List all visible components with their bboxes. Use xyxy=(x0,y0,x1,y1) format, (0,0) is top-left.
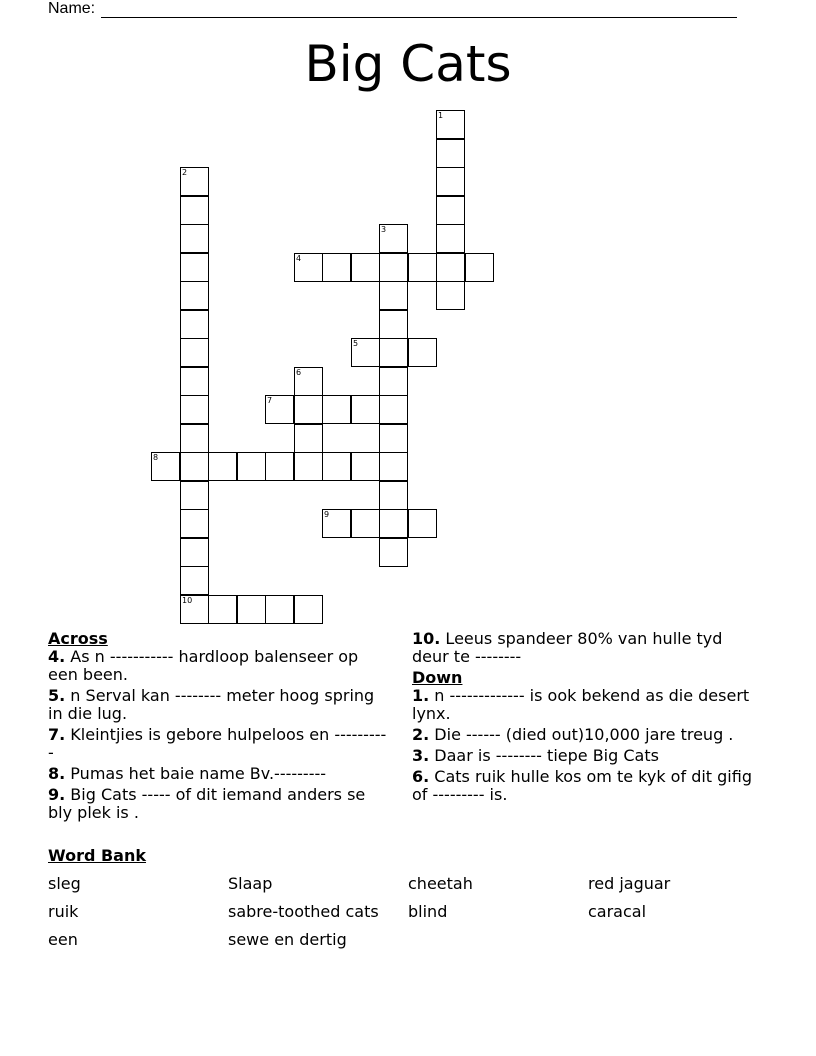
grid-cell[interactable] xyxy=(294,367,323,396)
grid-cell[interactable] xyxy=(436,167,465,196)
word-bank-item: red jaguar xyxy=(588,874,671,893)
grid-cell[interactable] xyxy=(322,509,351,538)
clue-text: As n ----------- hardloop balenseer op een been. xyxy=(48,647,359,684)
grid-cell[interactable] xyxy=(294,395,323,424)
clue-text: n ------------- is ook bekend as die desert lynx. xyxy=(412,686,750,723)
grid-cell[interactable] xyxy=(379,367,408,396)
grid-cell[interactable] xyxy=(151,452,180,481)
grid-cell[interactable] xyxy=(408,509,437,538)
word-bank-item: sewe en dertig xyxy=(228,930,347,949)
clue xyxy=(412,726,752,744)
clue-number: 4 xyxy=(296,254,302,263)
clue-num: 5. xyxy=(48,686,66,705)
clue-text: Kleintjies is gebore hulpeloos en ---------- xyxy=(48,725,387,762)
grid-cell[interactable] xyxy=(436,110,465,139)
grid-cell[interactable] xyxy=(465,253,494,282)
word-bank-item: ruik xyxy=(48,902,79,921)
clue xyxy=(412,630,752,666)
name-label: Name: xyxy=(48,0,96,17)
word-bank-item: blind xyxy=(408,902,448,921)
clue-num: 1. xyxy=(412,686,430,705)
grid-cell[interactable] xyxy=(379,310,408,339)
grid-cell[interactable] xyxy=(379,224,408,253)
word-bank-item: sleg xyxy=(48,874,81,893)
grid-cell[interactable] xyxy=(379,452,408,481)
clue-text: Cats ruik hulle kos om te kyk of dit gifig of --------- is. xyxy=(412,767,752,804)
grid-cell[interactable] xyxy=(180,367,209,396)
across-heading: Across xyxy=(48,629,108,648)
grid-cell[interactable] xyxy=(322,253,351,282)
down-heading: Down xyxy=(412,668,463,687)
word-bank-heading: Word Bank xyxy=(48,846,147,865)
grid-cell[interactable] xyxy=(294,253,323,282)
clue xyxy=(412,768,752,804)
grid-cell[interactable] xyxy=(180,395,209,424)
clue-text: n Serval kan -------- meter hoog spring in die lug. xyxy=(48,686,375,723)
across-clue-list-continued xyxy=(412,630,752,666)
grid-cell[interactable] xyxy=(265,452,294,481)
clue-number: 10 xyxy=(182,596,193,605)
grid-cell[interactable] xyxy=(379,395,408,424)
grid-cell[interactable] xyxy=(436,281,465,310)
down-clues xyxy=(412,630,752,807)
clue-text: Big Cats ----- of dit iemand anders se bly plek is . xyxy=(48,785,366,822)
grid-cell[interactable] xyxy=(180,452,209,481)
clue xyxy=(412,687,752,723)
grid-cell[interactable] xyxy=(351,253,380,282)
grid-cell[interactable] xyxy=(436,139,465,168)
grid-cell[interactable] xyxy=(351,395,380,424)
clue-num: 6. xyxy=(412,767,430,786)
clue-text: Die ------ (died out)10,000 jare treug . xyxy=(429,725,734,744)
grid-cell[interactable] xyxy=(436,196,465,225)
word-bank-item: Slaap xyxy=(228,874,273,893)
grid-cell[interactable] xyxy=(322,395,351,424)
clue-num: 4. xyxy=(48,647,66,666)
clue xyxy=(48,786,388,822)
grid-cell[interactable] xyxy=(436,253,465,282)
clue xyxy=(48,726,388,762)
grid-cell[interactable] xyxy=(294,424,323,453)
grid-cell[interactable] xyxy=(351,509,380,538)
clue-num: 2. xyxy=(412,725,430,744)
grid-cell[interactable] xyxy=(408,338,437,367)
grid-cell[interactable] xyxy=(379,509,408,538)
word-bank-item: een xyxy=(48,930,78,949)
grid-cell[interactable] xyxy=(180,281,209,310)
clue-text: Pumas het baie name Bv.--------- xyxy=(65,764,327,783)
grid-cell[interactable] xyxy=(208,595,237,624)
grid-cell[interactable] xyxy=(294,452,323,481)
grid-cell[interactable] xyxy=(379,281,408,310)
clue-num: 9. xyxy=(48,785,66,804)
grid-cell[interactable] xyxy=(237,595,266,624)
grid-cell[interactable] xyxy=(436,224,465,253)
across-clues xyxy=(48,630,388,825)
clue-num: 8. xyxy=(48,764,66,783)
grid-cell[interactable] xyxy=(379,481,408,510)
clue-number: 9 xyxy=(324,510,330,519)
grid-cell[interactable] xyxy=(351,338,380,367)
clue-num: 10. xyxy=(412,629,441,648)
grid-cell[interactable] xyxy=(322,452,351,481)
clue-number: 1 xyxy=(438,111,444,120)
clue-number: 2 xyxy=(182,168,188,177)
grid-cell[interactable] xyxy=(180,338,209,367)
clue-text: Daar is -------- tiepe Big Cats xyxy=(429,746,659,765)
grid-cell[interactable] xyxy=(208,452,237,481)
clue-num: 7. xyxy=(48,725,66,744)
grid-cell[interactable] xyxy=(180,424,209,453)
grid-cell[interactable] xyxy=(180,310,209,339)
clue xyxy=(48,687,388,723)
grid-cell[interactable] xyxy=(180,538,209,567)
clue-number: 6 xyxy=(296,368,302,377)
grid-cell[interactable] xyxy=(379,253,408,282)
grid-cell[interactable] xyxy=(180,196,209,225)
grid-cell[interactable] xyxy=(379,338,408,367)
across-clue-list xyxy=(48,648,388,822)
clue-text: Leeus spandeer 80% van hulle tyd deur te -------- xyxy=(412,629,723,666)
word-bank-item: cheetah xyxy=(408,874,473,893)
clue xyxy=(48,765,388,783)
grid-cell[interactable] xyxy=(180,509,209,538)
clue-number: 8 xyxy=(153,453,159,462)
clue-number: 7 xyxy=(267,396,273,405)
grid-cell[interactable] xyxy=(294,595,323,624)
clue-number: 5 xyxy=(353,339,359,348)
clue-num: 3. xyxy=(412,746,430,765)
grid-cell[interactable] xyxy=(379,538,408,567)
grid-cell[interactable] xyxy=(265,395,294,424)
clue xyxy=(412,747,752,765)
grid-cell[interactable] xyxy=(180,224,209,253)
grid-cell[interactable] xyxy=(180,566,209,595)
down-clue-list xyxy=(412,687,752,804)
clue xyxy=(48,648,388,684)
grid-cell[interactable] xyxy=(351,452,380,481)
grid-cell[interactable] xyxy=(237,452,266,481)
page-title: Big Cats xyxy=(304,35,512,93)
word-bank-item: sabre-toothed cats xyxy=(228,902,379,921)
grid-cell[interactable] xyxy=(180,481,209,510)
grid-cell[interactable] xyxy=(180,595,209,624)
grid-cell[interactable] xyxy=(265,595,294,624)
word-bank-item: caracal xyxy=(588,902,647,921)
grid-cell[interactable] xyxy=(379,424,408,453)
grid-cell[interactable] xyxy=(408,253,437,282)
grid-cell[interactable] xyxy=(180,167,209,196)
grid-cell[interactable] xyxy=(180,253,209,282)
clue-number: 3 xyxy=(381,225,387,234)
